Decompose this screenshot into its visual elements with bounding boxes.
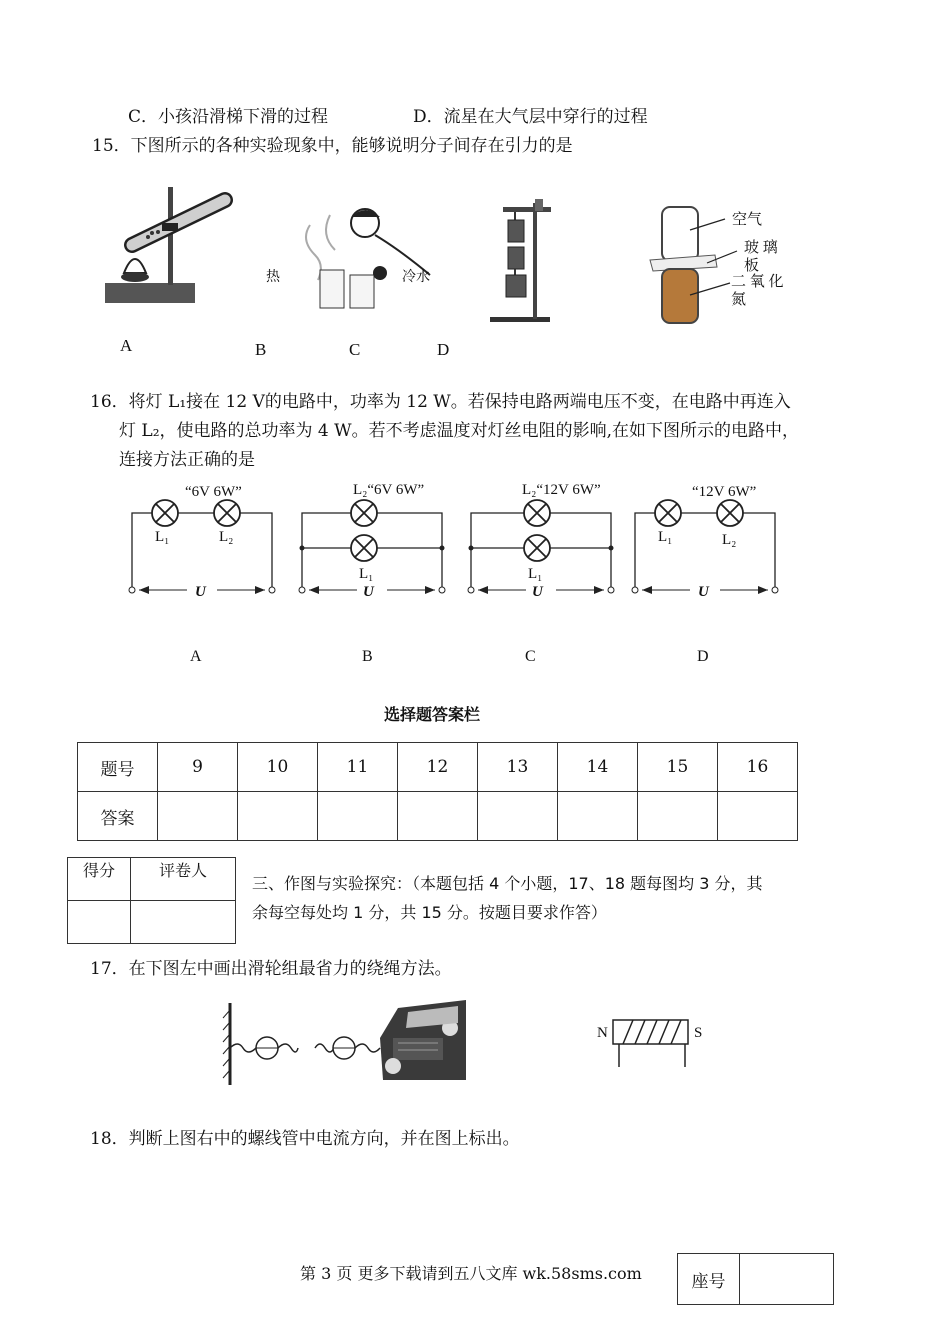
q15-figure-lead-blocks-icon <box>485 195 565 325</box>
q15-label-no2-2: 氮 <box>731 292 747 308</box>
q16-question-line2: 灯 L₂，使电路的总功率为 4 W。若不考虑温度对灯丝电阻的影响,在如下图所示的电路中， <box>119 421 800 441</box>
answer-table-number-row <box>78 743 798 792</box>
answer-cell[interactable] <box>238 792 318 841</box>
answer-table-number: 14 <box>558 743 638 792</box>
score-label: 得分 <box>68 858 131 901</box>
q16-circuit-a <box>125 478 285 603</box>
solenoid-s-label: S <box>694 1025 703 1041</box>
q17-pulley-figure <box>218 988 468 1088</box>
circuit-c-u: U <box>532 584 543 600</box>
answer-cell[interactable] <box>558 792 638 841</box>
score-box <box>67 857 236 944</box>
q14-option-c: C．小孩沿滑梯下滑的过程 <box>128 107 329 127</box>
score-cell[interactable] <box>68 901 131 944</box>
q15-option-b: B <box>255 340 267 359</box>
answer-table-label-answer: 答案 <box>78 792 158 841</box>
answer-cell[interactable] <box>718 792 798 841</box>
circuit-a-rating: “6V 6W” <box>185 484 242 500</box>
circuit-a-l2: L₂ <box>219 529 234 545</box>
q18-question: 18．判断上图右中的螺线管中电流方向，并在图上标出。 <box>90 1129 520 1149</box>
seat-number-label: 座号 <box>678 1254 740 1305</box>
solenoid-n-label: N <box>597 1025 608 1041</box>
grader-cell[interactable] <box>131 901 236 944</box>
q17-question: 17．在下图左中画出滑轮组最省力的绕绳方法。 <box>90 959 452 979</box>
circuit-d-u: U <box>698 584 709 600</box>
circuit-b-u: U <box>363 584 374 600</box>
q16-option-c: C <box>525 648 536 665</box>
q16-option-b: B <box>362 648 373 665</box>
q16-question-line3: 连接方法正确的是 <box>119 450 255 470</box>
answer-cell[interactable] <box>318 792 398 841</box>
answer-cell[interactable] <box>638 792 718 841</box>
circuit-b-l1: L₁ <box>359 566 374 582</box>
q15-figure-bc-beakers-icon <box>290 205 440 315</box>
q16-circuit-b <box>295 478 455 603</box>
answer-table-number: 12 <box>398 743 478 792</box>
answer-table-number: 11 <box>318 743 398 792</box>
section3-heading-line2: 余每空每处均 1 分，共 15 分。按题目要求作答） <box>252 903 607 922</box>
q15-label-glass-2: 板 <box>744 258 760 274</box>
q15-question: 15．下图所示的各种实验现象中，能够说明分子间存在引力的是 <box>92 136 573 156</box>
q16-question-line1: 16．将灯 L₁接在 12 V的电路中，功率为 12 W。若保持电路两端电压不变，在电路中再连入 <box>90 392 791 412</box>
circuit-d-rating: “12V 6W” <box>692 484 757 500</box>
seat-number-cell[interactable] <box>740 1254 834 1305</box>
section3-heading-line1: 三、作图与实验探究：（本题包括 4 个小题，17、18 题每图均 3 分，其 <box>252 874 763 893</box>
circuit-c-l1: L₁ <box>528 566 543 582</box>
answer-table-number: 16 <box>718 743 798 792</box>
answer-table-number: 9 <box>158 743 238 792</box>
circuit-a-u: U <box>195 584 206 600</box>
grader-label: 评卷人 <box>131 858 236 901</box>
answer-table-number: 10 <box>238 743 318 792</box>
q18-solenoid-figure <box>593 1015 723 1070</box>
q16-circuit-d <box>628 478 788 603</box>
q15-option-d: D <box>437 340 450 359</box>
q15-label-cold: 冷水 <box>402 270 430 285</box>
q16-option-a: A <box>190 648 202 665</box>
circuit-c-rating: L₂“12V 6W” <box>522 482 601 498</box>
answer-cell[interactable] <box>398 792 478 841</box>
seat-number-box <box>677 1253 834 1305</box>
answer-table-answer-row <box>78 792 798 841</box>
q15-label-hot: 热 <box>266 270 280 285</box>
answer-table-number: 13 <box>478 743 558 792</box>
circuit-d-l2: L₂ <box>722 532 737 548</box>
answer-table-label-number: 题号 <box>78 743 158 792</box>
answer-table <box>77 742 798 841</box>
q15-option-a: A <box>120 336 133 355</box>
circuit-d-l1: L₁ <box>658 529 673 545</box>
q15-figure-a-test-tube-icon <box>100 185 240 310</box>
q16-option-d: D <box>697 648 709 665</box>
answer-table-number: 15 <box>638 743 718 792</box>
answer-cell[interactable] <box>158 792 238 841</box>
q14-option-d: D．流星在大气层中穿行的过程 <box>413 107 648 127</box>
q15-option-c: C <box>349 340 361 359</box>
answer-bar-title: 选择题答案栏 <box>384 705 481 724</box>
q16-circuit-c <box>464 478 624 603</box>
q15-label-no2-1: 二 氧 化 <box>731 274 784 290</box>
answer-cell[interactable] <box>478 792 558 841</box>
q15-figure-gas-jars-icon <box>645 205 735 325</box>
circuit-a-l1: L₁ <box>155 529 170 545</box>
q15-label-glass-1: 玻 璃 <box>744 240 778 256</box>
circuit-b-rating: L₂“6V 6W” <box>353 482 425 498</box>
q15-label-air: 空气 <box>732 212 763 228</box>
page-footer: 第 3 页 更多下载请到五八文库 wk.58sms.com <box>300 1264 642 1283</box>
